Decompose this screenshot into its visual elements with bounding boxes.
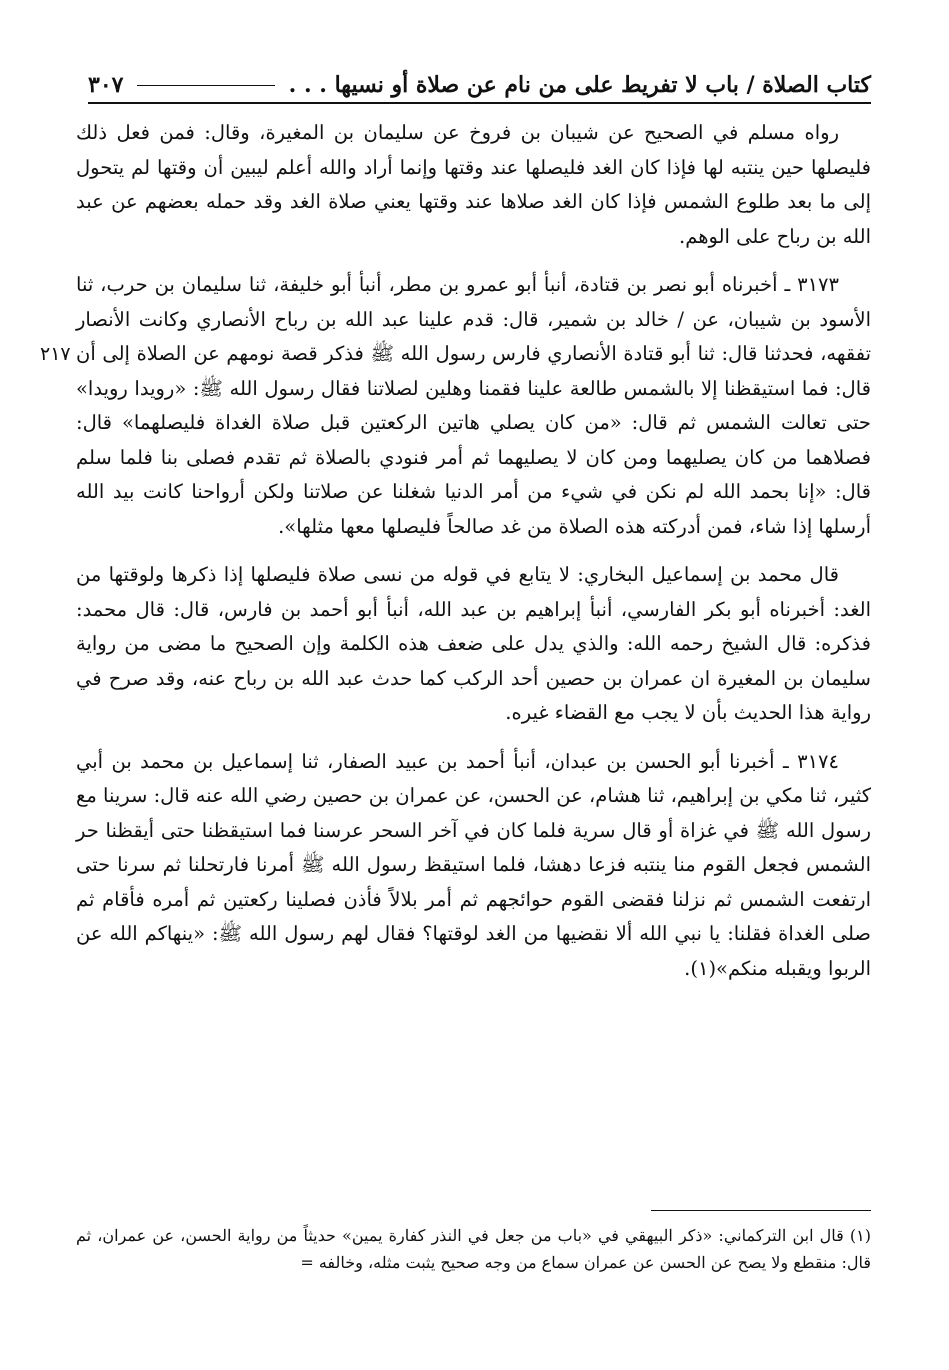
paragraph: ٣١٧٤ ـ أخبرنا أبو الحسن بن عبدان، أنبأ أحمد بن عبيد الصفار، ثنا إسماعيل بن محمد بن أبي كثير، ثنا مكي بن إبراهيم، ثنا هشام، عن الحسن، عن عمران بن حصين رضي الله عنه قال: سرينا مع رسول الله ﷺ في غزاة أو قال سرية فلما كان في آخر السحر عرسنا فما استيقظنا حتى أيقظنا حر الشمس فجعل القوم منا ينتبه فزعا دهشا، فلما استيقظ رسول الله ﷺ أمرنا فارتحلنا ثم سرنا حتى ارتفعت الشمس ثم نزلنا فقضى القوم حوائجهم ثم أمر بلالاً فأذن فصلينا ركعتين ثم أمره فأقام ثم صلى الغداة فقلنا: يا نبي الله ألا نقضيها من الغد لوقتها؟ فقال لهم رسول الله ﷺ: «ينهاكم الله عن الربوا ويقبله منكم»(١). — [76, 749, 871, 980]
paragraph: رواه مسلم في الصحيح عن شيبان بن فروخ عن سليمان بن المغيرة، وقال: فمن فعل ذلك فليصلها حين ينتبه لها فإذا كان الغد فليصلها عند وقتها وإنما أراد والله أعلم ليبين أن وقتها لم يتحول إلى ما بعد طلوع الشمس فإذا كان الغد صلاها عند وقتها يعني صلاة الغد وقد حمله بعضهم عن عبد الله بن رباح على الوهم. — [76, 121, 871, 248]
header-rule — [137, 85, 274, 86]
chapter-title: كتاب الصلاة / باب لا تفريط على من نام عن صلاة أو نسيها . . . — [288, 72, 871, 98]
footnote: (١) قال ابن التركماني: «ذكر البيهقي في «باب من جعل في النذر كفارة يمين» حديثاً من رواية الحسن، عن عمران، ثم قال: منقطع ولا يصح عن الحسن عن عمران سماع من وجه صحيح يثبت مثله، وخالفه = — [76, 1226, 871, 1272]
paragraph: قال محمد بن إسماعيل البخاري: لا يتابع في قوله من نسى صلاة فليصلها إذا ذكرها ولوقتها من الغد: أخبرناه أبو بكر الفارسي، أنبأ إبراهيم بن عبد الله، أنبأ أبو أحمد بن فارس، قال: قال محمد: فذكره: قال الشيخ رحمه الله: والذي يدل على ضعف هذه الكلمة وإن الصحيح ما مضى من رواية سليمان بن المغيرة ان عمران بن حصين أحد الركب كما حدث عبد الله بن رباح عنه، وقد صرح في رواية هذا الحديث بأن لا يجب مع القضاء غيره. — [76, 563, 871, 724]
footnote-rule — [651, 1210, 871, 1211]
margin-reference: ٢١٧ — [40, 343, 71, 365]
paragraph: ٣١٧٣ ـ أخبرناه أبو نصر بن قتادة، أنبأ أبو عمرو بن مطر، أنبأ أبو خليفة، ثنا سليمان بن حرب، ثنا الأسود بن شيبان، عن / خالد بن شمير، قال: قدم علينا عبد الله بن رباح الأنصاري وكانت الأنصار تفقهه، فحدثنا قال: ثنا أبو قتادة الأنصاري فارس رسول الله ﷺ فذكر قصة نومهم عن الصلاة إلى أن قال: فما استيقظنا إلا بالشمس طالعة علينا فقمنا وهلين لصلاتنا فقال رسول الله ﷺ: «رويدا رويدا» حتى تعالت الشمس ثم قال: «من كان يصلي هاتين الركعتين قبل صلاة الغداة فليصلهما» قال: فصلاهما من كان يصليهما ومن كان لا يصليهما ثم أمر فنودي بالصلاة ثم تقدم فصلى بنا فلما سلم قال: «إنا بحمد الله لم نكن في شيء من أمر الدنيا شغلنا عن صلاتنا ولكن أرواحنا كانت بيد الله أرسلها إذا شاء، فمن أدركته هذه الصلاة من غد صالحاً فليصلها معها مثلها». — [76, 273, 871, 538]
running-header — [88, 68, 871, 104]
page-number: ٣٠٧ — [88, 72, 124, 98]
main-text — [76, 116, 871, 1000]
